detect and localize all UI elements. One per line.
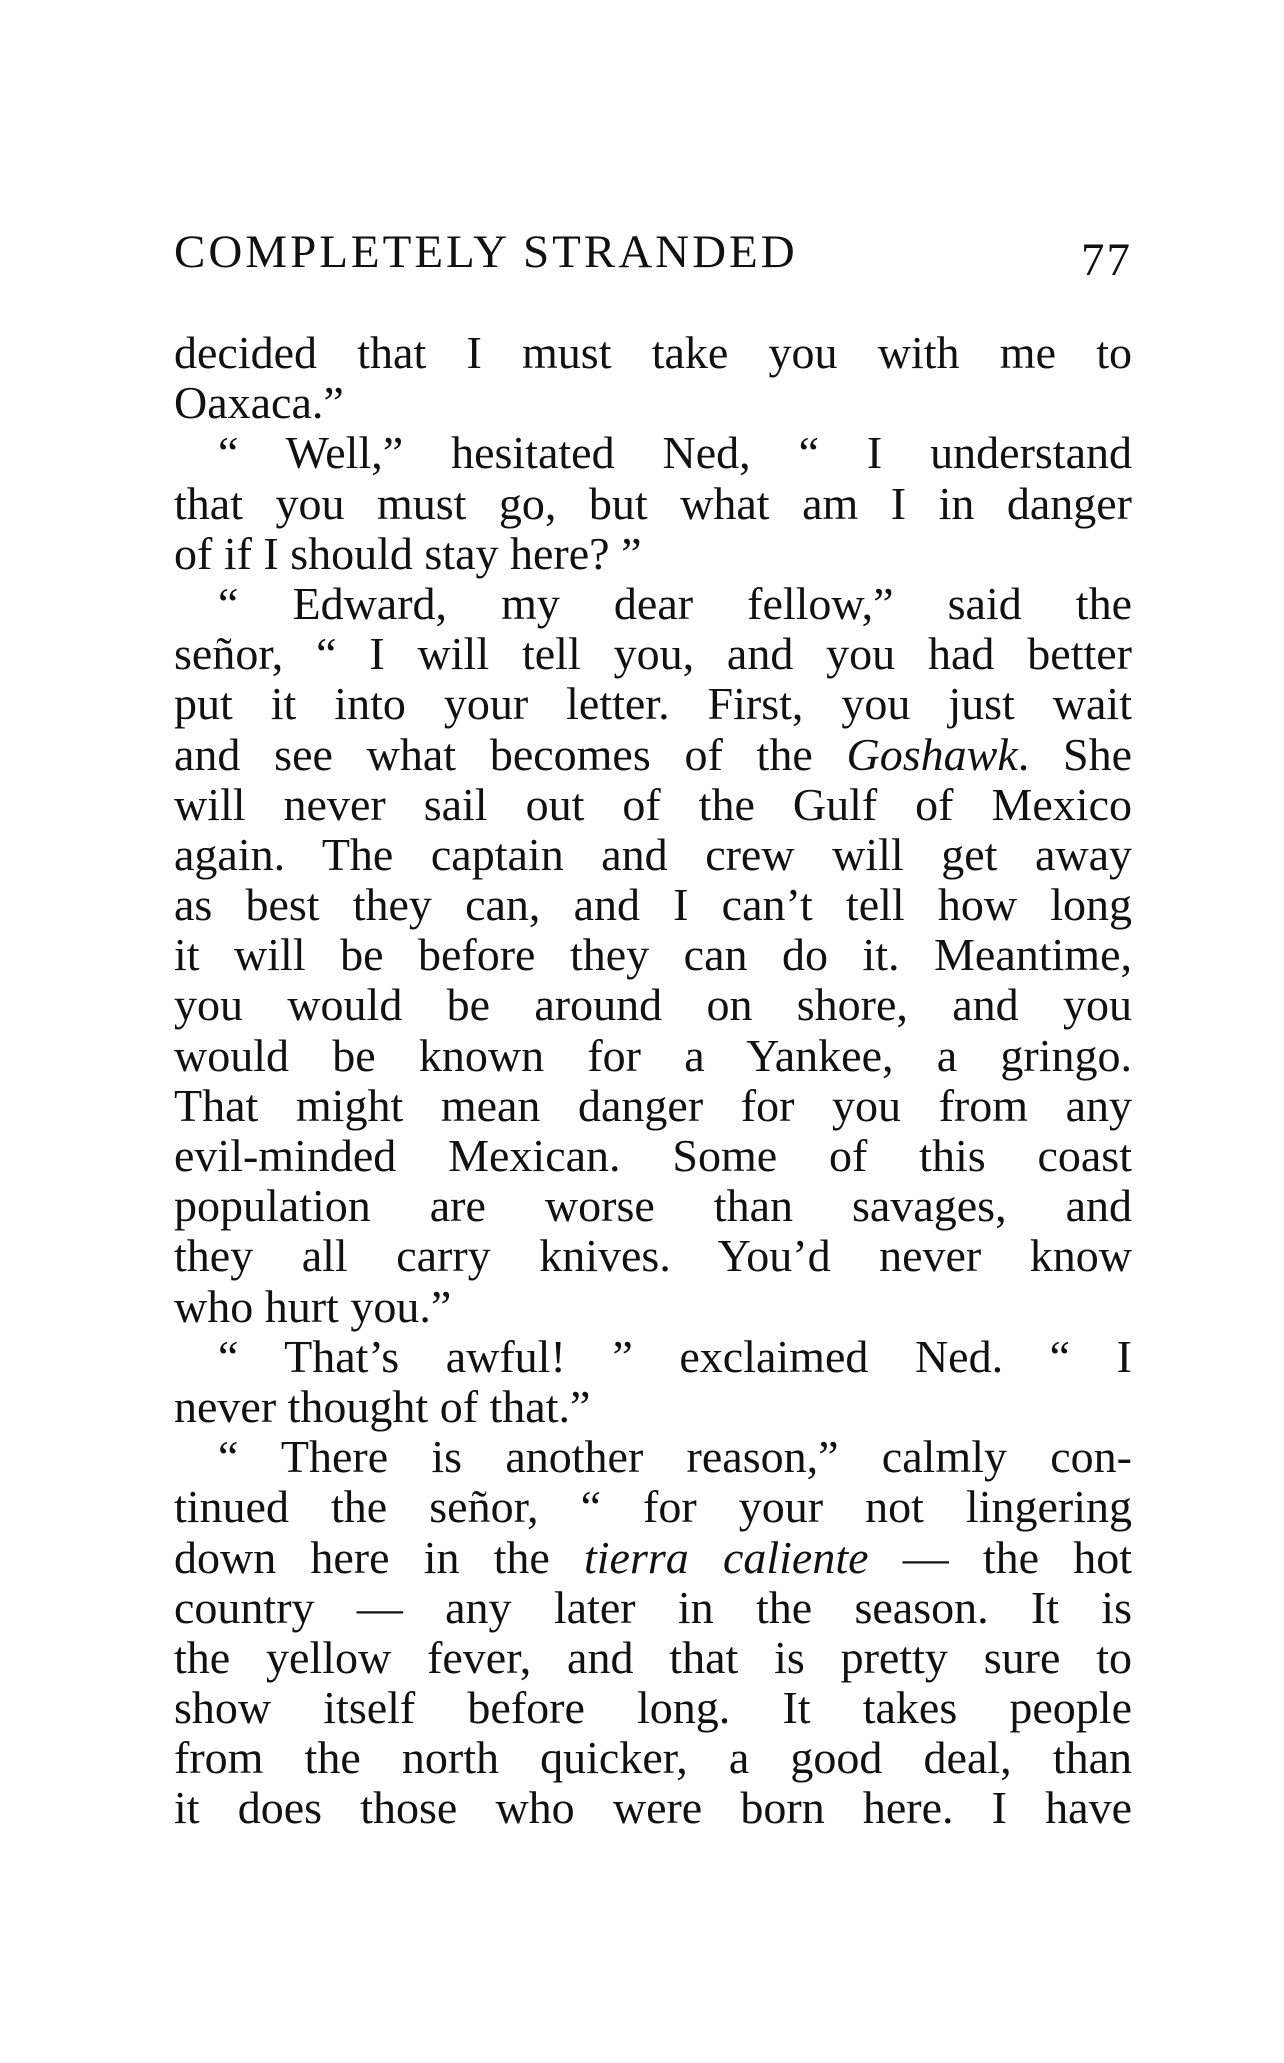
text-run: from the north quicker, a good deal, than	[174, 1732, 1132, 1784]
text-run: population are worse than savages, and	[174, 1180, 1132, 1232]
text-line	[174, 679, 1132, 729]
text-run: of if I should stay here? ”	[174, 527, 642, 579]
text-line	[174, 529, 1132, 579]
text-line	[174, 1783, 1132, 1833]
text-run: evil-minded Mexican. Some of this coast	[174, 1130, 1132, 1181]
text-line	[174, 479, 1132, 529]
text-run: and see what becomes of the	[174, 728, 847, 780]
text-run: señor, “ I will tell you, and you had better	[174, 628, 1132, 680]
text-run: “ That’s awful! ” exclaimed Ned. “ I	[218, 1330, 1132, 1382]
text-line	[174, 980, 1132, 1030]
text-line	[174, 780, 1132, 830]
text-run: . She	[1017, 728, 1132, 780]
text-line	[174, 1432, 1132, 1482]
text-line	[174, 1583, 1132, 1633]
text-line	[174, 1683, 1132, 1733]
text-run: tinued the señor, “ for your not lingering	[174, 1481, 1132, 1533]
text-line	[174, 1382, 1132, 1432]
text-line	[174, 428, 1132, 478]
text-line	[174, 1633, 1132, 1683]
text-run: decided that I must take you with me to	[174, 327, 1132, 378]
page-number: 77	[1081, 234, 1132, 286]
text-line	[174, 1332, 1132, 1382]
text-run: who hurt you.”	[174, 1280, 452, 1332]
text-line	[174, 830, 1132, 880]
running-head	[174, 222, 1132, 286]
text-run: down here in the	[174, 1531, 584, 1583]
text-run: that you must go, but what am I in danger	[174, 477, 1132, 529]
text-run: will never sail out of the Gulf of Mexico	[174, 778, 1132, 830]
text-line	[174, 1131, 1132, 1181]
text-run: as best they can, and I can’t tell how long	[174, 879, 1132, 931]
text-line	[174, 1181, 1132, 1231]
italic-text: Goshawk	[846, 728, 1018, 780]
text-line	[174, 1282, 1132, 1332]
text-line	[174, 1081, 1132, 1131]
text-line	[174, 378, 1132, 428]
text-run: — the hot	[868, 1531, 1133, 1583]
text-run: it will be before they can do it. Meantime,	[174, 929, 1132, 981]
text-line	[174, 1533, 1132, 1583]
text-line	[174, 328, 1132, 378]
text-run: they all carry knives. You’d never know	[174, 1230, 1132, 1282]
text-line	[174, 1482, 1132, 1532]
text-run: you would be around on shore, and you	[174, 979, 1132, 1031]
text-run: “ Edward, my dear fellow,” said the	[218, 577, 1132, 629]
text-line	[174, 930, 1132, 980]
text-run: put it into your letter. First, you just wait	[174, 678, 1132, 730]
text-run: the yellow fever, and that is pretty sure to	[174, 1631, 1132, 1683]
body-text	[174, 328, 1132, 1834]
text-line	[174, 1031, 1132, 1081]
text-run: “ Well,” hesitated Ned, “ I understand	[218, 427, 1132, 479]
text-run: “ There is another reason,” calmly con-	[218, 1431, 1132, 1483]
text-line	[174, 880, 1132, 930]
text-line	[174, 1231, 1132, 1281]
text-line	[174, 579, 1132, 629]
text-run: country — any later in the season. It is	[174, 1581, 1132, 1633]
text-run: show itself before long. It takes people	[174, 1682, 1132, 1734]
text-line	[174, 730, 1132, 780]
running-title: COMPLETELY STRANDED	[174, 226, 798, 278]
text-line	[174, 629, 1132, 679]
text-run: That might mean danger for you from any	[174, 1079, 1132, 1131]
text-run: it does those who were born here. I have	[174, 1782, 1132, 1834]
italic-text: tierra caliente	[584, 1531, 869, 1583]
text-run: Oaxaca.”	[174, 377, 344, 429]
text-run: again. The captain and crew will get away	[174, 828, 1132, 880]
text-line	[174, 1733, 1132, 1783]
text-run: would be known for a Yankee, a gringo.	[174, 1029, 1132, 1081]
text-run: never thought of that.”	[174, 1380, 591, 1432]
